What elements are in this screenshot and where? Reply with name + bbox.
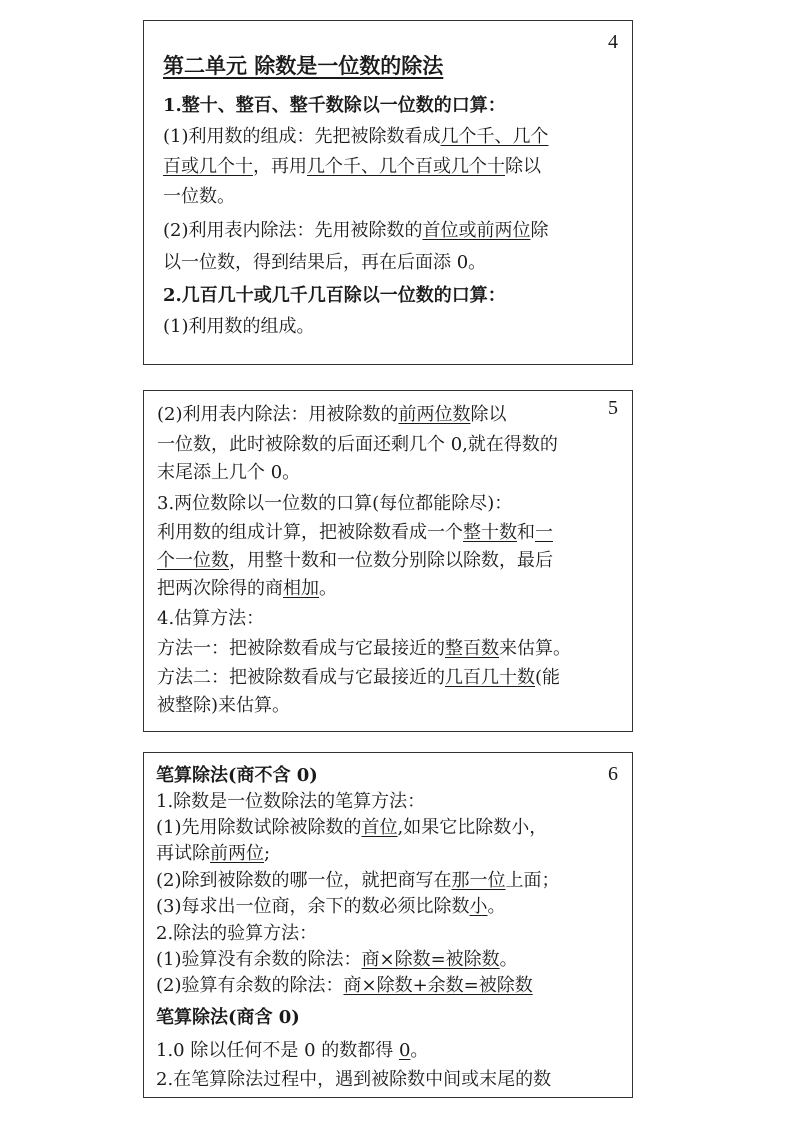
text-line: (2)利用表内除法：先用被除数的首位或前两位除 xyxy=(163,220,549,241)
text-line: 把两次除得的商相加。 xyxy=(157,578,337,599)
page-number: 4 xyxy=(608,31,618,53)
card-written-division xyxy=(143,752,633,1098)
card-oral-division xyxy=(143,390,633,732)
text-line: 个一位数，用整十数和一位数分别除以除数，最后 xyxy=(157,550,553,571)
text-line: (1)利用数的组成：先把被除数看成几个千、几个 xyxy=(163,126,549,147)
text-line: 方法一：把被除数看成与它最接近的整百数来估算。 xyxy=(157,638,571,659)
text-line: 2.除法的验算方法： xyxy=(156,923,318,944)
text-line: 再试除前两位; xyxy=(156,843,271,864)
page-number: 6 xyxy=(608,763,618,785)
text-line: 利用数的组成计算，把被除数看成一个整十数和一 xyxy=(157,522,553,543)
text-line: (1)利用数的组成。 xyxy=(163,316,315,337)
unit-title: 第二单元 除数是一位数的除法 xyxy=(163,53,444,78)
text-line: 百或几个十，再用几个千、几个百或几个十除以 xyxy=(163,156,541,177)
text-line: (2)除到被除数的哪一位，就把商写在那一位上面； xyxy=(156,870,560,891)
text-line: 2.在笔算除法过程中，遇到被除数中间或末尾的数 xyxy=(156,1069,552,1090)
text-line: 3.两位数除以一位数的口算(每位都能除尽)： xyxy=(157,493,513,514)
section-heading: 笔算除法(商不含 0) xyxy=(156,765,318,786)
text-line: 一位数。 xyxy=(163,186,235,207)
text-line: 1.除数是一位数除法的笔算方法： xyxy=(156,791,426,812)
section-heading: 笔算除法(商含 0) xyxy=(156,1007,300,1028)
card-unit2-intro xyxy=(143,20,633,365)
text-line: (2)利用表内除法：用被除数的前两位数除以 xyxy=(157,404,507,425)
text-line: 4.估算方法： xyxy=(157,608,265,629)
text-line: (1)验算没有余数的除法：商×除数=被除数。 xyxy=(156,949,518,970)
text-line: (2)验算有余数的除法：商×除数+余数=被除数 xyxy=(156,975,533,996)
section-heading: 1.整十、整百、整千数除以一位数的口算： xyxy=(163,95,506,116)
text-line: (1)先用除数试除被除数的首位,如果它比除数小， xyxy=(156,817,548,838)
text-line: 被整除)来估算。 xyxy=(157,695,291,716)
text-line: 1.0 除以任何不是 0 的数都得 0。 xyxy=(156,1040,429,1061)
text-line: 一位数，此时被除数的后面还剩几个 0,就在得数的 xyxy=(157,434,558,455)
section-heading: 2.几百几十或几千几百除以一位数的口算： xyxy=(163,285,506,306)
text-line: 以一位数，得到结果后，再在后面添 0。 xyxy=(163,252,487,273)
text-line: 末尾添上几个 0。 xyxy=(157,462,301,483)
text-line: 方法二：把被除数看成与它最接近的几百几十数(能 xyxy=(157,667,561,688)
text-line: (3)每求出一位商，余下的数必须比除数小。 xyxy=(156,896,506,917)
page-number: 5 xyxy=(608,397,618,419)
